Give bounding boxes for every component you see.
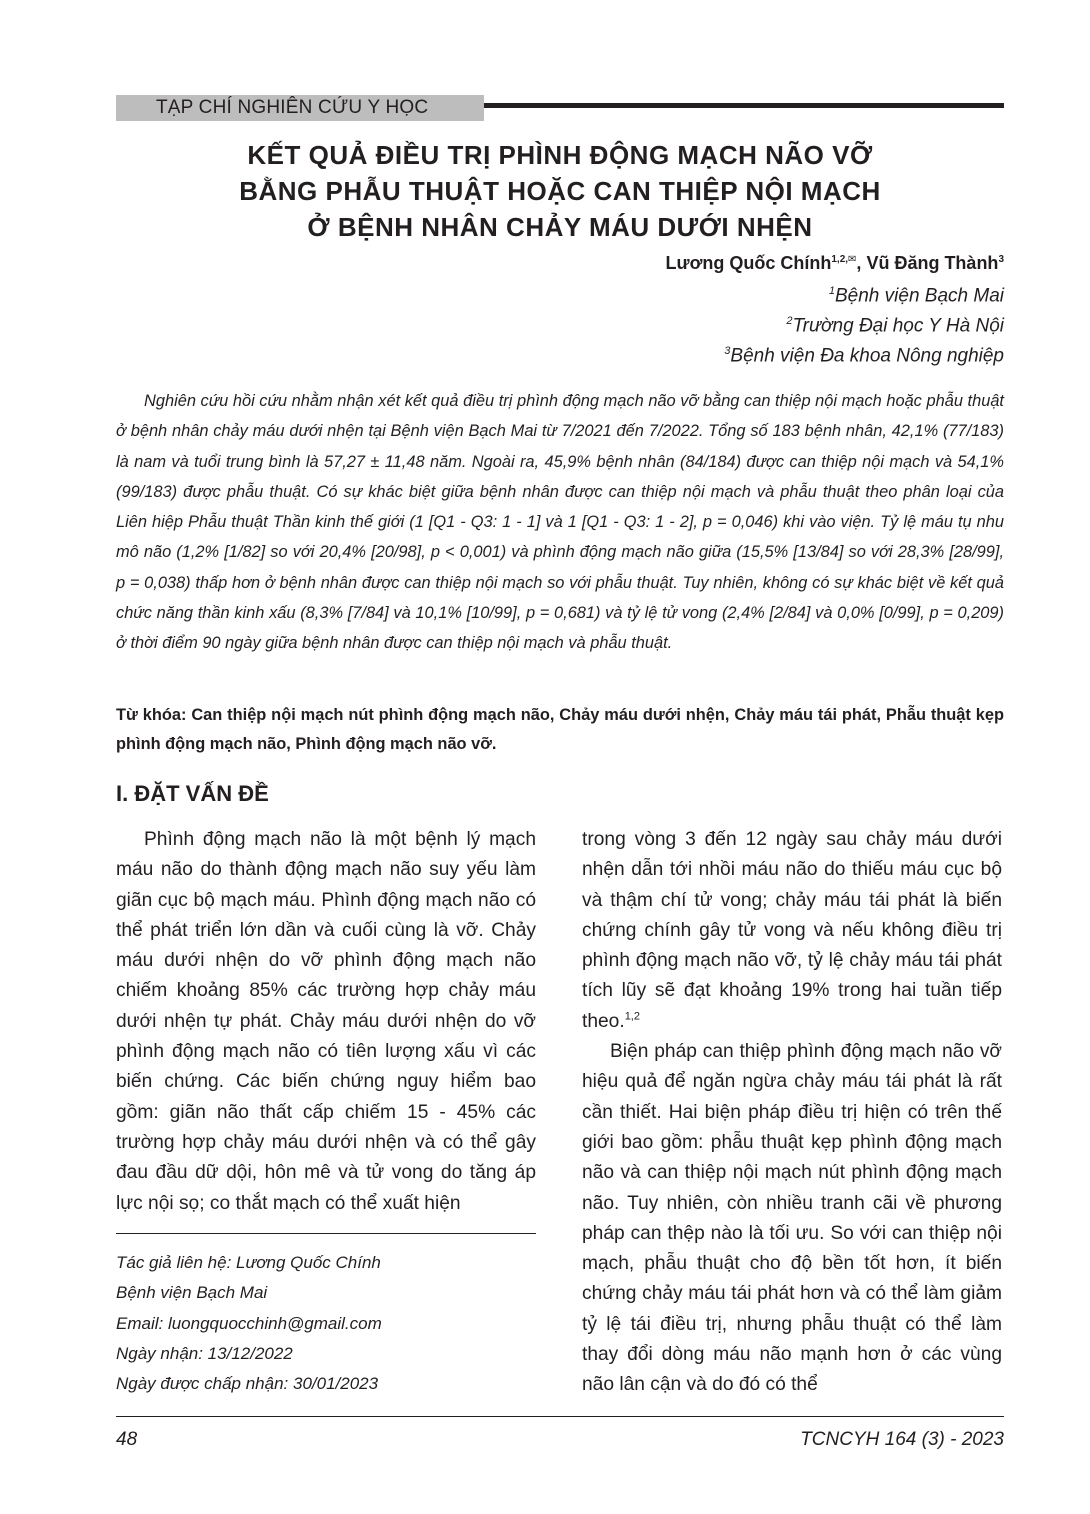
footnote-rule	[116, 1233, 536, 1234]
affiliation-marker: 1	[828, 285, 835, 297]
keywords: Từ khóa: Can thiệp nội mạch nút phình động mạch não, Chảy máu dưới nhện, Chảy máu tái phát, Phẫu thuật kẹp phình động mạch não, Phình động mạch não vỡ.	[116, 706, 1004, 753]
affiliation	[724, 339, 1004, 368]
accepted-date: Ngày được chấp nhận: 30/01/2023	[116, 1374, 379, 1394]
author-name: Lương Quốc Chính	[665, 253, 832, 273]
received-date: Ngày nhận: 13/12/2022	[116, 1343, 293, 1363]
footer-rule	[116, 1416, 1004, 1417]
author-affiliation-marker: 1,2,✉	[831, 254, 857, 265]
author-institution: Bệnh viện Bạch Mai	[116, 1283, 268, 1303]
author-separator: ,	[856, 253, 867, 273]
title-line: BẰNG PHẪU THUẬT HOẶC CAN THIỆP NỘI MẠCH	[239, 176, 881, 206]
journal-name: TẠP CHÍ NGHIÊN CỨU Y HỌC	[156, 97, 429, 118]
citation-reference: 1,2	[624, 1010, 640, 1023]
affiliation	[829, 279, 1004, 308]
affiliation	[786, 309, 1004, 338]
author-email: Email: luongquocchinh@gmail.com	[116, 1313, 382, 1333]
page-number: 48	[116, 1429, 138, 1450]
header-rule	[484, 103, 1004, 108]
affiliation-text: Bệnh viện Bạch Mai	[835, 285, 1004, 307]
title-line: Ở BỆNH NHÂN CHẢY MÁU DƯỚI NHỆN	[307, 212, 813, 242]
body-paragraph	[582, 825, 1002, 1037]
author-affiliation-marker: 3	[998, 254, 1004, 265]
body-paragraph: Phình động mạch não là một bệnh lý mạch máu não do thành động mạch não suy yếu làm giãn cục bộ mạch máu. Phình động mạch não có thể phát triển lớn dần và cuối cùng là vỡ. Chảy máu dưới nhện do vỡ phình động mạch não chiếm khoảng 85% các trường hợp chảy máu dưới nhện tự phát. Chảy máu dưới nhện do vỡ phình động mạch não có tiên lượng xấu vì các biến chứng. Các biến chứng nguy hiểm bao gồm: giãn não thất cấp chiếm 15 - 45% các trường hợp chảy máu dưới nhện và có thể gây đau đầu dữ dội, hôn mê và tử vong do tăng áp lực nội sọ; co thắt mạch có thể xuất hiện	[116, 829, 536, 1214]
journal-header-bar	[116, 95, 484, 121]
body-column-left	[116, 825, 536, 1219]
author-list	[666, 248, 1004, 275]
affiliation-marker: 2	[786, 315, 793, 327]
body-paragraph: Biện pháp can thiệp phình động mạch não vỡ hiệu quả để ngăn ngừa chảy máu tái phát là rất cần thiết. Hai biện pháp điều trị hiện có trên thế giới bao gồm: phẫu thuật kẹp phình động mạch não và can thiệp nội mạch nút phình động mạch não. Tuy nhiên, còn nhiều tranh cãi về phương pháp can thệp nào là tối ưu. So với can thiệp nội mạch, phẫu thuật cho độ bền tốt hơn, ít biến chứng chảy máu tái phát hơn và có thể làm giảm tỷ lệ tái điều trị, nhưng phẫu thuật có thể làm thay đổi dòng máu não mạnh hơn ở các vùng não lân cận và do đó có thể	[582, 1041, 1002, 1396]
article-title	[116, 137, 1004, 245]
author-name: Vũ Đăng Thành	[866, 253, 999, 273]
journal-issue: TCNCYH 164 (3) - 2023	[800, 1429, 1004, 1450]
section-heading: I. ĐẶT VẤN ĐỀ	[116, 781, 269, 806]
correspondence-footnote	[116, 1248, 536, 1399]
paragraph-text: trong vòng 3 đến 12 ngày sau chảy máu dưới nhện dẫn tới nhồi máu não do thiếu máu cục bộ và thậm chí tử vong; chảy máu tái phát là biến chứng chính gây tử vong và nếu không điều trị phình động mạch não vỡ, tỷ lệ chảy máu tái phát tích lũy sẽ đạt khoảng 19% trong hai tuần tiếp theo.	[582, 829, 1002, 1032]
affiliation-text: Trường Đại học Y Hà Nội	[792, 315, 1004, 337]
affiliation-text: Bệnh viện Đa khoa Nông nghiệp	[730, 345, 1004, 367]
abstract: Nghiên cứu hồi cứu nhằm nhận xét kết quả điều trị phình động mạch não vỡ bằng can thiệp nội mạch hoặc phẫu thuật ở bệnh nhân chảy máu dưới nhện tại Bệnh viện Bạch Mai từ 7/2021 đến 7/2022. Tổng số 183 bệnh nhân, 42,1% (77/183) là nam và tuổi trung bình là 57,27 ± 11,48 năm. Ngoài ra, 45,9% bệnh nhân (84/184) được can thiệp nội mạch và 54,1% (99/183) được phẫu thuật. Có sự khác biệt giữa bệnh nhân được can thiệp nội mạch và phẫu thuật theo phân loại của Liên hiệp Phẫu thuật Thần kinh thế giới (1 [Q1 - Q3: 1 - 1] và 1 [Q1 - Q3: 1 - 2], p = 0,046) khi vào viện. Tỷ lệ máu tụ nhu mô não (1,2% [1/82] so với 20,4% [20/98], p < 0,001) và phình động mạch não giữa (15,5% [13/84] so với 28,3% [28/99], p = 0,038) thấp hơn ở bệnh nhân được can thiệp nội mạch so với phẫu thuật. Tuy nhiên, không có sự khác biệt về kết quả chức năng thần kinh xấu (8,3% [7/84] và 10,1% [10/99], p = 0,681) và tỷ lệ tử vong (2,4% [2/84] và 0,0% [0/99], p = 0,209) ở thời điểm 90 ngày giữa bệnh nhân được can thiệp nội mạch và phẫu thuật.	[116, 392, 1004, 653]
corresponding-author: Tác giả liên hệ: Lương Quốc Chính	[116, 1253, 381, 1272]
affiliation-marker: 3	[724, 345, 731, 357]
body-column-right	[582, 825, 1002, 1401]
title-line: KẾT QUẢ ĐIỀU TRỊ PHÌNH ĐỘNG MẠCH NÃO VỠ	[247, 140, 873, 170]
